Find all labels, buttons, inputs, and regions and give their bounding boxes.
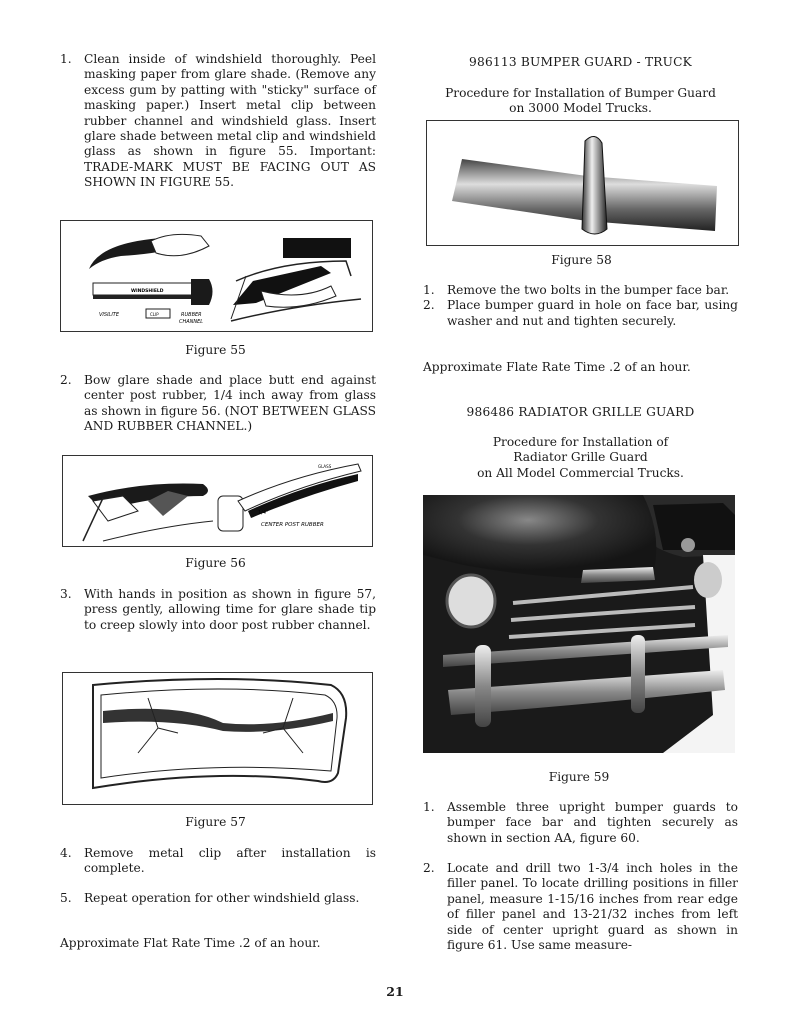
step-text: Locate and drill two 1-3/4 inch holes in the filler panel. To locate drilling positions in filler panel, measure 1-15/16 inches from rear edge of filler panel and 13-21/32 inches from left side of center upright guard as shown in figure 61. Use same measure- — [447, 861, 738, 953]
subtitle-line: Procedure for Installation of — [492, 435, 669, 449]
step-text: Remove metal clip after installation is complete. — [84, 846, 376, 876]
subtitle-line: Radiator Grille Guard — [513, 450, 648, 465]
step-text: With hands in position as shown in figure 57, press gently, allowing time for glare shade tip to creep slowly into door post rubber channel. — [84, 587, 376, 632]
svg-text:GLASS: GLASS — [318, 464, 332, 469]
figure-56-illustration — [62, 455, 373, 547]
step-number: 1. — [423, 800, 435, 814]
step-4 — [60, 846, 376, 877]
grille-step-2 — [423, 861, 738, 953]
step-2 — [423, 298, 738, 329]
step-number: 4. — [60, 846, 72, 860]
step-number: 5. — [60, 891, 72, 905]
step-5 — [60, 891, 376, 906]
grille-guard-subtitle — [423, 435, 738, 481]
step-text: Assemble three upright bumper guards to bumper face bar and tighten securely as shown in section AA, figure 60. — [447, 800, 738, 845]
right-flat-rate: Approximate Flate Rate Time .2 of an hour. — [423, 360, 691, 374]
grille-guard-title: 986486 RADIATOR GRILLE GUARD — [466, 405, 695, 419]
left-flat-rate: Approximate Flat Rate Time .2 of an hour. — [60, 936, 321, 950]
svg-text:WINDSHIELD: WINDSHIELD — [131, 289, 164, 294]
subtitle-line: on 3000 Model Trucks. — [509, 101, 652, 116]
figure-57-caption: Figure 57 — [185, 815, 246, 829]
figure-57-illustration — [62, 672, 373, 805]
page-number: 21 — [386, 984, 404, 999]
svg-text:CENTER POST RUBBER: CENTER POST RUBBER — [261, 522, 324, 528]
step-1 — [60, 52, 376, 191]
bumper-steps — [423, 283, 738, 329]
step-number: 2. — [423, 861, 435, 875]
step-text: Bow glare shade and place butt end against center post rubber, 1/4 inch away from glass as shown in figure 56. (NOT BETWEEN GLASS AND RUBBER CHANNEL.) — [84, 373, 376, 434]
figure-58-illustration — [426, 120, 739, 246]
step-text: Repeat operation for other windshield glass. — [84, 891, 360, 905]
step-3 — [60, 587, 376, 633]
step-text: Place bumper guard in hole on face bar, using washer and nut and tighten securely. — [447, 298, 738, 328]
subtitle-line: on All Model Commercial Trucks. — [477, 465, 684, 480]
figure-58-caption: Figure 58 — [551, 253, 612, 267]
svg-text:CLIP: CLIP — [150, 312, 159, 317]
step-number: 2. — [423, 298, 435, 313]
svg-text:1/4": 1/4" — [258, 510, 269, 516]
svg-text:CHANNEL: CHANNEL — [179, 319, 204, 325]
figure-55-caption: Figure 55 — [185, 343, 246, 357]
svg-text:VISILITE: VISILITE — [99, 312, 120, 318]
step-text: Remove the two bolts in the bumper face bar. — [447, 283, 730, 297]
subtitle-line: Procedure for Installation of Bumper Guard — [445, 86, 716, 100]
figure-59-caption: Figure 59 — [548, 770, 610, 784]
grille-step-1 — [423, 800, 738, 846]
step-number: 1. — [423, 283, 435, 297]
figure-56-caption: Figure 56 — [185, 556, 246, 570]
step-1 — [423, 283, 738, 298]
figure-55-illustration — [60, 220, 373, 332]
figure-59-photo — [423, 495, 735, 753]
step-number: 2. — [60, 373, 72, 387]
step-2 — [60, 373, 376, 435]
bumper-guard-subtitle — [423, 86, 738, 117]
svg-text:RUBBER: RUBBER — [181, 312, 202, 318]
step-number: 1. — [60, 52, 72, 66]
bumper-guard-title: 986113 BUMPER GUARD - TRUCK — [469, 55, 692, 69]
step-text: Clean inside of windshield thoroughly. Peel masking paper from glare shade. (Remove any excess gum by patting with "sticky" surface of masking paper.) Insert metal clip between rubber channel and windshield glass. Insert glare shade between metal clip and windshield glass as shown in figure 55. Important: TRADE-MARK MUST BE FACING OUT AS SHOWN IN FIGURE 55. — [84, 52, 376, 190]
step-number: 3. — [60, 587, 72, 601]
